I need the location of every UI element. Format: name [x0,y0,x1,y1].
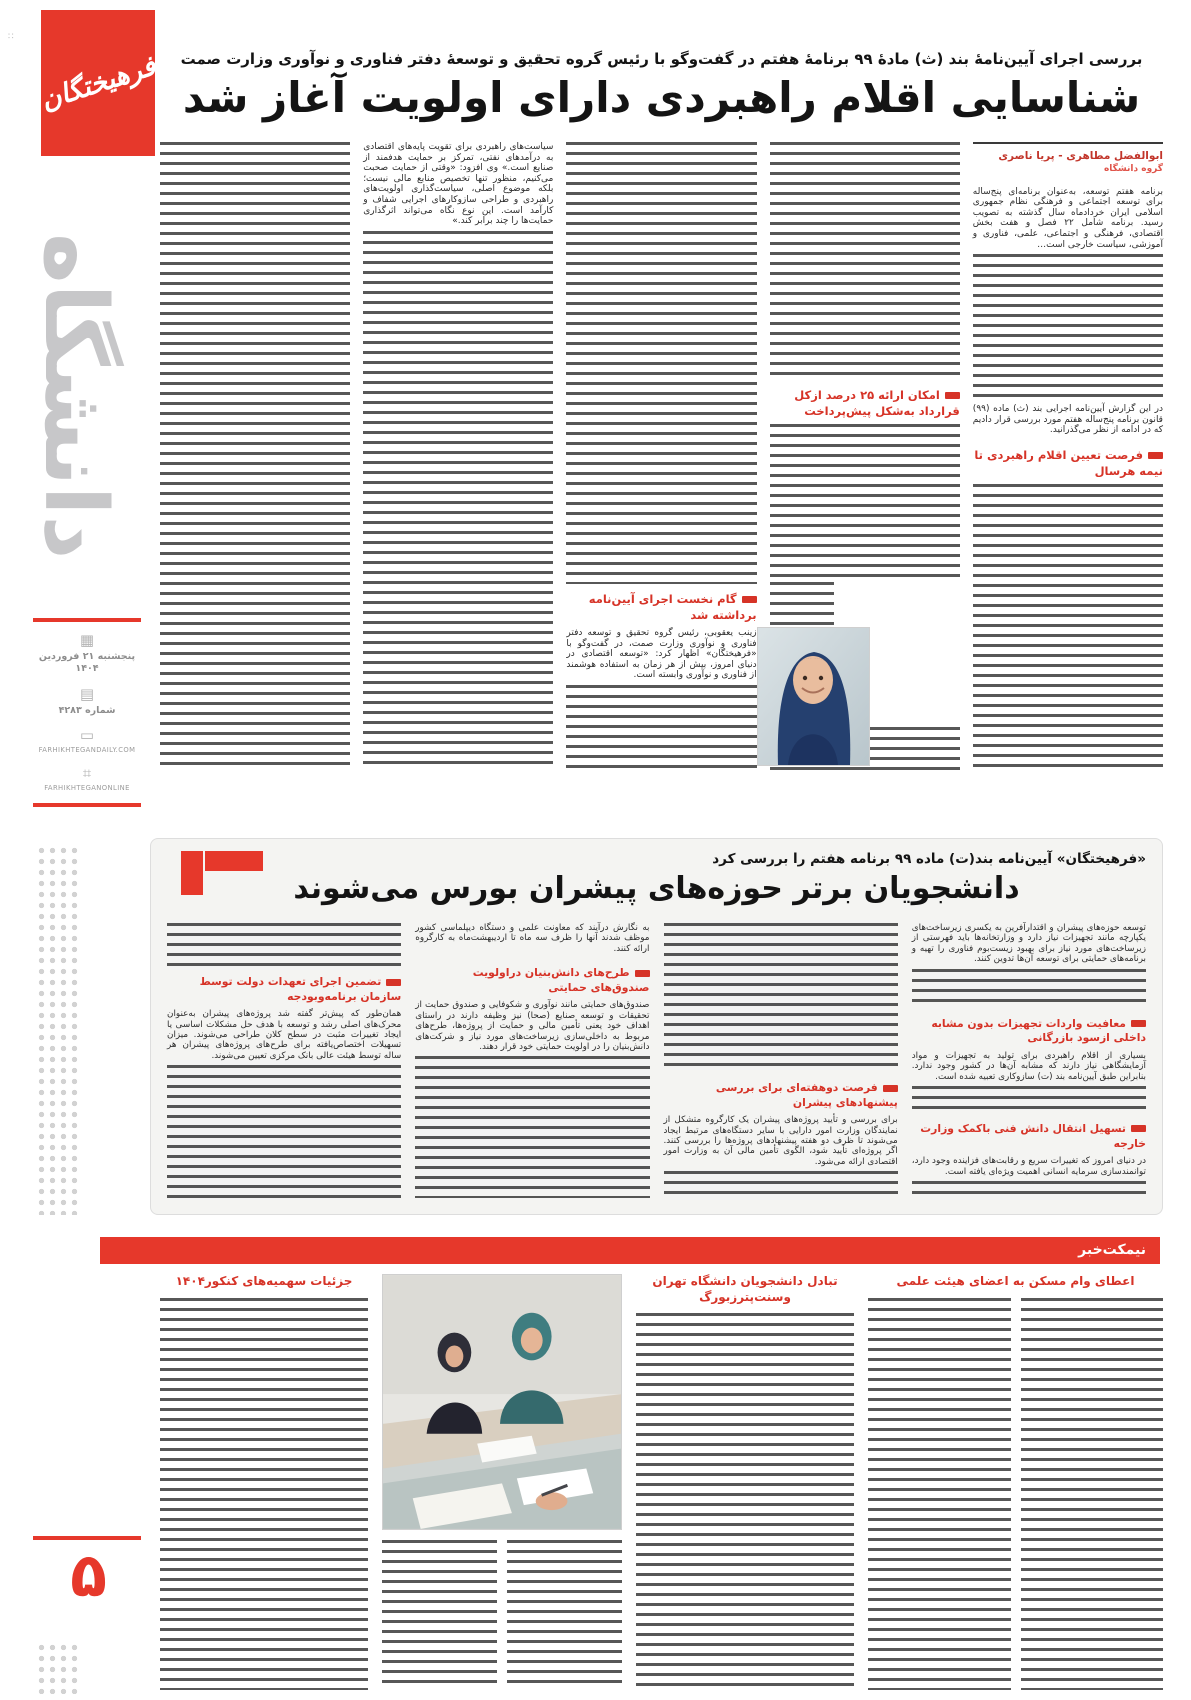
text-lines [363,231,553,770]
article2-col2 [664,923,898,1198]
subhead-strategic-items [973,448,1163,479]
newspaper-issue-icon: ▤ [79,684,95,703]
news-photo-block [382,1274,622,1690]
byline-group: گروه دانشگاه [1103,163,1163,174]
subhead-prepayment-text: امکان ارائه ۲۵ درصد ازکل قرارداد به‌شکل پیش‌پرداخت [794,388,960,418]
decor-dot-grid-bottom [36,1642,81,1694]
text-lines [1021,1298,1164,1690]
text-import-exemption: بسیاری از اقلام راهبردی برای تولید به تجهیزات و مواد آزمایشگاهی نیاز دارند که مشابه آن‌ها در کشور وجود ندارد. بنابراین طبق آیین‌نامه بند (ت) سازوکاری تعبیه شده است. [911,1050,1146,1082]
article1-kicker: بررسی اجرای آیین‌نامهٔ بند (ث) مادهٔ ۹۹ برنامهٔ هفتم در گفت‌وگو با رئیس گروه تحقیق و توسعهٔ دفتر فناوری و نوآوری وزارت صمت [180,50,1143,68]
subhead-tech-transfer [912,1122,1146,1151]
text-lines [973,484,1163,770]
news-photo-continuation [382,1540,622,1690]
calendar-icon: ▦ [79,631,95,649]
news-item-exchange [636,1274,854,1690]
decor-dot-grid-top [36,845,81,1215]
text-lines [507,1540,622,1690]
red-corner-bar [205,851,263,871]
subhead-budget-text: تضمین اجرای تعهدات دولت توسط سازمان برنامه‌وبودجه [199,975,402,1003]
subhead-first-step [566,592,756,623]
text-lines [566,685,756,770]
subhead-dash-icon [386,979,401,986]
rail-rule-pagenum [33,1536,141,1540]
news-item-konkur-title: جزئیات سهمیه‌های کنکور۱۴۰۴ [175,1274,353,1288]
text-lines [664,1171,898,1198]
subhead-import-exemption [912,1017,1146,1046]
text-lines [167,1065,401,1198]
text-two-week-review: برای بررسی و تأیید پروژه‌های پیشران یک کارگروه متشکل از نمایندگان وزارت امور دارایی با سایر دستگاه‌های مرتبط ایجاد می‌شوند تا ظرف دو هفته پیشنهادهای پروژه‌ها را بررسی کنند. اگر پروژه‌ای تأیید شود، الگوی تأمین مالی آن به وزارت امور اقتصادی ارائه می‌شود. [663,1115,898,1167]
subhead-budget-guarantee [167,975,401,1004]
news-item-housing-title: اعطای وام مسکن به اعضای هیئت علمی [896,1274,1135,1288]
issue-date: پنجشنبه ۲۱ فروردین ۱۴۰۴ [38,651,136,675]
text-lines [770,424,960,582]
text-lines [973,254,1163,404]
subhead-dash-icon [945,392,960,399]
text-budget-guarantee: همان‌طور که پیش‌تر گفته شد پروژه‌های پیشران به‌عنوان محرک‌های اصلی رشد و توسعه با هدف حل مشکلات اساسی یا ایجاد تغییرات مثبت در سطح کلان طراحی می‌شوند. میزان تسهیلات اختصاص‌یافته برای طرح‌های پروژه‌های پیشران هر ساله توسط هیئت عالی بانک مرکزی تعیین می‌شوند. [167,1009,402,1061]
interviewee-portrait-photo [757,627,870,766]
issue-number: شماره ۴۲۸۳ [58,704,116,716]
subhead-dash-icon [883,1085,898,1092]
news-bench-row [160,1274,1163,1690]
text-lines [167,923,401,967]
text-lines [160,1298,368,1690]
subhead-strategic-text: فرصت تعیین اقلام راهبردی تا نیمه هرسال [974,448,1163,478]
news-item-housing-body [868,1298,1163,1690]
article2-panel [150,838,1163,1215]
text-lines [382,1540,497,1690]
website-daily-url: FARHIKHTEGANDAILY.COM [38,746,136,755]
text-lines [912,1086,1146,1114]
article1-lead: برنامه هفتم توسعه، به‌عنوان برنامه‌ای پنج‌ساله برای توسعه اجتماعی و فرهنگی نظام جمهوری اسلامی ایران خردادماه سال گذشته به تصویب رسید. برنامه شامل ۲۲ فصل و هفت بخش اقتصادی، فرهنگی و اجتماعی، علمی، فناوری و آموزشی، سیاست خارجی است… [972,186,1163,250]
website-online-url: FARHIKHTEGANONLINE [44,783,130,792]
subhead-dash-icon [742,596,757,603]
article1-note: در این گزارش آیین‌نامه اجرایی بند (ث) ماده (۹۹) قانون برنامه پنج‌ساله هفتم مورد بررسی قرار دادیم که در ادامه از نظر می‌گذرانید. [972,404,1163,436]
text-lines [415,1056,649,1198]
section-label-vertical [8,212,142,580]
news-item-housing [868,1274,1163,1690]
registration-marks: ∷ [8,32,15,42]
news-item-konkur [160,1274,368,1690]
article1-col4 [363,142,553,770]
rail-rule-bottom [33,803,141,807]
article1-col3 [566,142,756,770]
article2-col1 [912,923,1146,1198]
byline-authors: ابوالفضل مطاهری - پریا ناصری [998,150,1163,162]
subhead-dash-icon [635,970,650,977]
text-tech-transfer: در دنیای امروز که تغییرات سریع و رقابت‌های فزاینده وجود دارد، توانمندسازی سرمایه انسانی اهمیت ویژه‌ای یافته است. [911,1156,1146,1177]
article2-headline: دانشجویان برتر حوزه‌های پیشران بورس می‌شوند [293,871,1020,906]
text-lines [636,1313,854,1690]
text-lines [160,142,350,770]
subhead-knowledge-funds [415,966,649,995]
section-label-text: دانشگاه [25,232,125,560]
subhead-first-step-text: گام نخست اجرای آیین‌نامه برداشته شد [588,592,757,622]
interview-quote-more: سیاست‌های راهبردی برای تقویت پایه‌های اقتصادی به درآمدهای نفتی، تمرکز بر حمایت هدفمند از صنایع است.» وی افزود: «وقتی از حمایت صحبت می‌کنیم، منظور تنها تخصیص منابع مالی نیست؛ بلکه موضوع اصلی، سیاست‌گذاری اولویت‌های راهبردی و طراحی سازوکارهای اجرایی شفاف و کارآمد است. این نوع نگاه می‌تواند اثرگذاری حمایت‌ها را چند برابر کند.» [363,142,554,227]
masthead-meta [33,618,141,807]
text-lines [868,1298,1011,1690]
logo-calligraphy-text: فرهیختگان [36,49,160,117]
rail-rule-top [33,618,141,622]
text-col3-top: به نگارش درآیند که معاونت علمی و دستگاه دیپلماسی کشور موظف شدند آنها را ظرف سه ماه تا اردیبهشت‌ماه به کارگروه ارائه کنند. [415,923,650,954]
article2-kicker: «فرهیختگان» آیین‌نامه بند(ت) ماده ۹۹ برنامه هفتم را بررسی کرد [712,851,1146,867]
subhead-dash-icon [1131,1125,1146,1132]
subhead-prepayment [770,388,960,419]
article2-lead: توسعه حوزه‌های پیشران و اقتدارآفرین به یکسری زیرساخت‌های یکپارچه مانند تجهیزات نیاز دارد و وزارتخانه‌ها باید فهرستی از زیرساخت‌های مورد نیاز برای بهبود زیست‌بوم فناوری را تهیه و برنامه‌های حمایتی برای توسعه آن‌ها تدوین کنند. [911,923,1146,965]
article2-col4 [167,923,401,1198]
subhead-tech-transfer-text: تسهیل انتقال دانش فنی باکمک وزارت خارجه [920,1121,1146,1150]
article1-columns [160,142,1163,770]
red-corner-tab [181,851,203,895]
article1-col1 [973,142,1163,770]
portrait-photo-graphic [758,628,869,765]
news-bench-title: نیمکت‌خبر [1078,1242,1146,1258]
newspaper-logo [36,10,160,156]
news-bench-band [100,1237,1160,1264]
article2-columns [167,923,1146,1198]
article1-col5 [160,142,350,770]
text-knowledge-funds: صندوق‌های حمایتی مانند نوآوری و شکوفایی و صندوق حمایت از تحقیقات و توسعه صنایع (صحا) نیز وظیفه دارند در راستای اهداف خود یعنی تأمین مالی و حمایت از پروژه‌ها، طرح‌های مربوط به داخلی‌سازی زیرساخت‌های مورد نیاز و شرکت‌های دانش‌بنیان را در اولویت حمایتی خود قرار دهند. [415,1000,650,1052]
subhead-import-text: معافیت واردات تجهیزات بدون مشابه داخلی ازسود بازرگانی [931,1016,1146,1045]
website-icon: ▭ [79,726,95,745]
article2-col3 [415,923,649,1198]
byline-block [973,142,1163,179]
students-classroom-photo [382,1274,622,1530]
subhead-dash-icon [1131,1020,1146,1027]
page-number: ۵ [70,1541,107,1611]
qr-code-icon: ⌗ [82,763,92,782]
text-lines [770,142,960,380]
news-item-exchange-title: تبادل دانشجویان دانشگاه تهران وسنت‌پترزبورگ [652,1274,838,1304]
article1-headline: شناسایی اقلام راهبردی دارای اولویت آغاز شد [182,73,1141,122]
interview-quote-open: زینب یعقوبی، رئیس گروه تحقیق و توسعه دفتر فناوری و نوآوری وزارت صمت، در گفت‌وگو با «فرهیختگان» اظهار کرد: «توسعه اقتصادی در دنیای امروز، بیش از هر زمان به استفاده هوشمند از فناوری و نوآوری وابسته است. [566,628,757,681]
subhead-two-week-text: فرصت دوهفته‌ای برای بررسی پیشنهادهای پیشران [715,1081,898,1109]
subhead-two-week-review [664,1081,898,1110]
subhead-dash-icon [1148,452,1163,459]
text-lines [664,923,898,1073]
text-lines [912,969,1146,1009]
text-lines [912,1181,1146,1198]
subhead-knowledge-funds-text: طرح‌های دانش‌بنیان دراولویت صندوق‌های حمایتی [472,966,650,994]
text-lines [566,142,756,584]
article2-header [167,851,1146,915]
